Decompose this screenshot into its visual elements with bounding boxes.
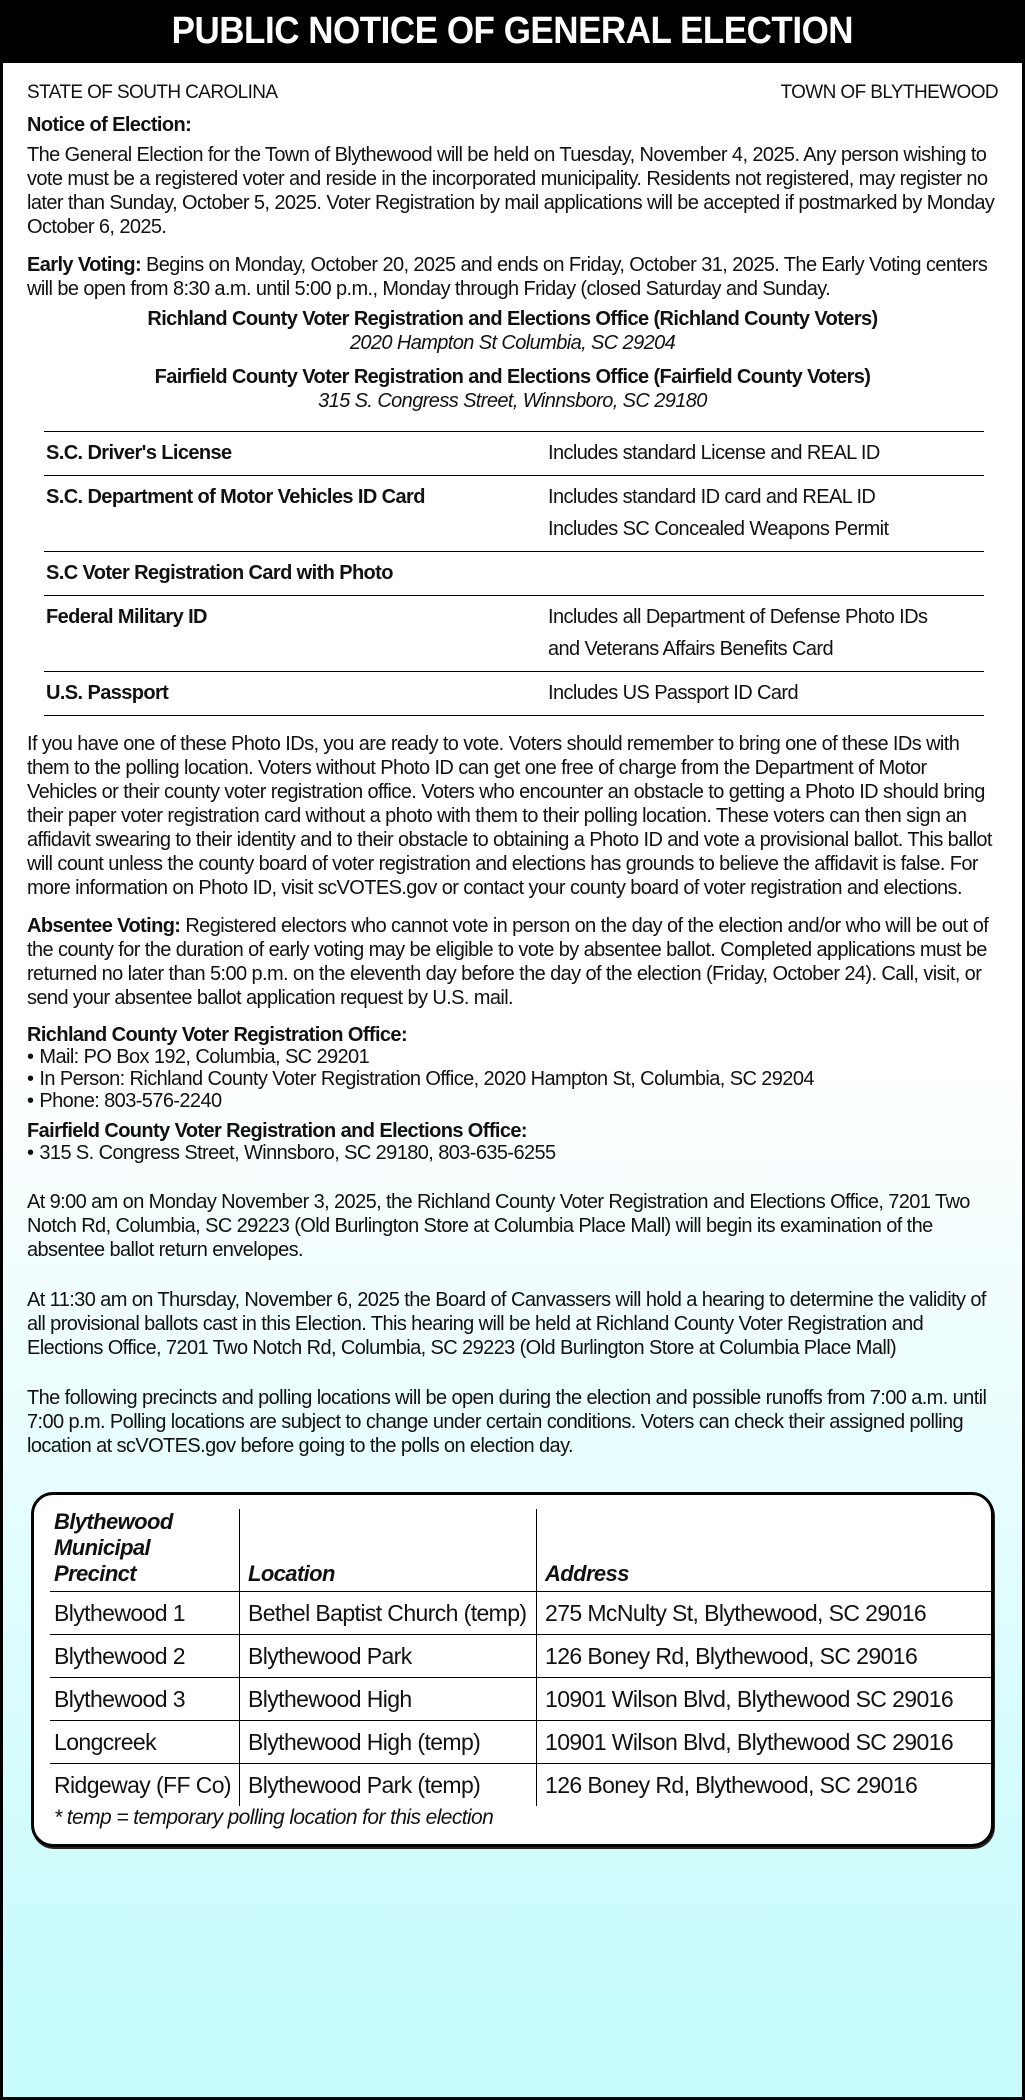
jurisdiction-row bbox=[27, 81, 998, 105]
precinct-footnote: * temp = temporary polling location for this election bbox=[54, 1806, 494, 1829]
state-label: STATE OF SOUTH CAROLINA bbox=[27, 82, 278, 103]
id-type: Federal Military ID bbox=[44, 596, 548, 672]
table-row bbox=[50, 1721, 995, 1764]
early-voting-office-richland bbox=[27, 307, 998, 355]
office-name: Fairfield County Voter Registration and Elections Office (Fairfield County Voters) bbox=[154, 366, 871, 388]
table-row bbox=[50, 1764, 995, 1807]
id-note: Includes SC Concealed Weapons Permit bbox=[548, 518, 889, 540]
office-address: 315 S. Congress Street, Winnsboro, SC 29180 bbox=[318, 390, 707, 412]
id-notes bbox=[548, 432, 984, 476]
header-location: Location bbox=[240, 1509, 537, 1592]
precinct-name: Ridgeway (FF Co) bbox=[54, 1772, 231, 1798]
precinct-address: 10901 Wilson Blvd, Blythewood SC 29016 bbox=[537, 1721, 996, 1764]
richland-office-heading: Richland County Voter Registration Office: bbox=[27, 1024, 408, 1046]
header-bar bbox=[3, 0, 1022, 63]
absentee-body: Registered electors who cannot vote in person on the day of the election and/or who will be out of the county for the duration of early voting may be eligible to vote by absentee ballot. Completed applications must be returned no later than 5:00 p.m. on the eleventh day before the day of the election (Friday, October 24). Call, visit, or send your absentee ballot application request by U.S. mail. bbox=[27, 915, 989, 1009]
photo-id-table bbox=[44, 431, 984, 716]
id-type: U.S. Passport bbox=[44, 672, 548, 716]
id-note: Includes all Department of Defense Photo IDs bbox=[548, 606, 928, 628]
early-voting-paragraph bbox=[27, 253, 998, 301]
precinct-box bbox=[31, 1492, 994, 1847]
early-voting-body: Begins on Monday, October 20, 2025 and ends on Friday, October 31, 2025. The Early Voting centers will be open from 8:30 a.m. until 5:00 p.m., Monday through Friday (closed Saturday and Sunday. bbox=[27, 254, 988, 300]
notice-title: PUBLIC NOTICE OF GENERAL ELECTION bbox=[171, 10, 854, 52]
examination-notice: At 9:00 am on Monday November 3, 2025, the Richland County Voter Registration and Elections Office, 7201 Two Notch Rd, Columbia, SC 29223 (Old Burlington Store at Columbia Place Mall) will begin its examination of the absentee ballot return envelopes. bbox=[27, 1191, 970, 1261]
early-voting-heading: Early Voting: bbox=[27, 254, 142, 276]
table-row bbox=[50, 1635, 995, 1678]
table-row bbox=[44, 672, 984, 716]
richland-office-block bbox=[27, 1024, 998, 1112]
precinct-address: 10901 Wilson Blvd, Blythewood SC 29016 bbox=[537, 1678, 996, 1721]
notice-content bbox=[3, 63, 1022, 1847]
precinct-location: Bethel Baptist Church (temp) bbox=[240, 1592, 537, 1635]
precinct-name: Blythewood 2 bbox=[50, 1635, 240, 1678]
fairfield-office-address: • 315 S. Congress Street, Winnsboro, SC 29180, 803-635-6255 bbox=[27, 1142, 998, 1164]
precinct-name: Longcreek bbox=[50, 1721, 240, 1764]
notice-body: The General Election for the Town of Blythewood will be held on Tuesday, November 4, 2025. Any person wishing to vote must be a registered voter and reside in the incorporated municipality. Residents not registered, may register no later than Sunday, October 5, 2025. Voter Registration by mail applications will be accepted if postmarked by Monday October 6, 2025. bbox=[27, 144, 995, 238]
table-row bbox=[44, 596, 984, 672]
precinct-address: 126 Boney Rd, Blythewood, SC 29016 bbox=[537, 1764, 996, 1807]
early-voting-office-fairfield bbox=[27, 365, 998, 413]
precinct-location: Blythewood High bbox=[240, 1678, 537, 1721]
precinct-header-row bbox=[50, 1509, 995, 1592]
precinct-location: Blythewood Park (temp) bbox=[240, 1764, 537, 1807]
fairfield-office-block bbox=[27, 1120, 998, 1164]
header-address: Address bbox=[537, 1509, 996, 1592]
photo-id-info: If you have one of these Photo IDs, you are ready to vote. Voters should remember to bring one of these IDs with them to the polling location. Voters without Photo ID can get one free of charge from the Department of Motor Vehicles or their county voter registration office. Voters who encounter an obstacle to getting a Photo ID should bring their paper voter registration card without a photo with them to their polling location. These voters can then sign an affidavit swearing to their identity and to their obstacle to obtaining a Photo ID and vote a provisional ballot. This ballot will count unless the county board of voter registration and elections has grounds to believe the affidavit is false. For more information on Photo ID, visit scVOTES.gov or contact your county board of voter registration and elections. bbox=[27, 733, 992, 899]
town-label: TOWN OF BLYTHEWOOD bbox=[780, 82, 998, 103]
id-type: S.C. Driver's License bbox=[44, 432, 548, 476]
precinct-name: Blythewood 3 bbox=[50, 1678, 240, 1721]
precinct-location: Blythewood Park bbox=[240, 1635, 537, 1678]
id-notes bbox=[548, 596, 984, 672]
table-row bbox=[44, 432, 984, 476]
id-notes bbox=[548, 476, 984, 552]
office-name: Richland County Voter Registration and Elections Office (Richland County Voters) bbox=[147, 308, 878, 330]
absentee-paragraph bbox=[27, 914, 998, 1010]
precinct-name: Blythewood 1 bbox=[50, 1592, 240, 1635]
id-notes bbox=[548, 552, 984, 596]
fairfield-office-heading: Fairfield County Voter Registration and Elections Office: bbox=[27, 1120, 527, 1142]
richland-office-in-person: • In Person: Richland County Voter Registration Office, 2020 Hampton St, Columbia, SC 29204 bbox=[27, 1068, 998, 1090]
table-row bbox=[44, 476, 984, 552]
id-type: S.C. Department of Motor Vehicles ID Card bbox=[44, 476, 548, 552]
id-note: and Veterans Affairs Benefits Card bbox=[548, 638, 833, 660]
id-type: S.C Voter Registration Card with Photo bbox=[44, 552, 548, 596]
hearing-notice: At 11:30 am on Thursday, November 6, 2025 the Board of Canvassers will hold a hearing to determine the validity of all provisional ballots cast in this Election. This hearing will be held at Richland County Voter Registration and Elections Office, 7201 Two Notch Rd, Columbia, SC 29223 (Old Burlington Store at Columbia Place Mall) bbox=[27, 1289, 986, 1359]
table-row bbox=[50, 1678, 995, 1721]
header-precinct: Blythewood Municipal Precinct bbox=[50, 1509, 240, 1592]
table-row bbox=[44, 552, 984, 596]
polling-notice: The following precincts and polling locations will be open during the election and possible runoffs from 7:00 a.m. until 7:00 p.m. Polling locations are subject to change under certain conditions. Voters can check their assigned polling location at scVOTES.gov before going to the polls on election day. bbox=[27, 1387, 987, 1457]
precinct-address: 126 Boney Rd, Blythewood, SC 29016 bbox=[537, 1635, 996, 1678]
richland-office-mail: • Mail: PO Box 192, Columbia, SC 29201 bbox=[27, 1046, 998, 1068]
id-note: Includes standard ID card and REAL ID bbox=[548, 486, 876, 508]
precinct-location: Blythewood High (temp) bbox=[240, 1721, 537, 1764]
precinct-address: 275 McNulty St, Blythewood, SC 29016 bbox=[537, 1592, 996, 1635]
notice-heading: Notice of Election: bbox=[27, 114, 192, 136]
id-note: Includes US Passport ID Card bbox=[548, 682, 798, 704]
absentee-heading: Absentee Voting: bbox=[27, 915, 181, 937]
id-note: Includes standard License and REAL ID bbox=[548, 442, 880, 464]
id-notes bbox=[548, 672, 984, 716]
precinct-table bbox=[50, 1509, 995, 1806]
richland-office-phone: • Phone: 803-576-2240 bbox=[27, 1090, 998, 1112]
office-address: 2020 Hampton St Columbia, SC 29204 bbox=[349, 332, 676, 354]
table-row bbox=[50, 1592, 995, 1635]
